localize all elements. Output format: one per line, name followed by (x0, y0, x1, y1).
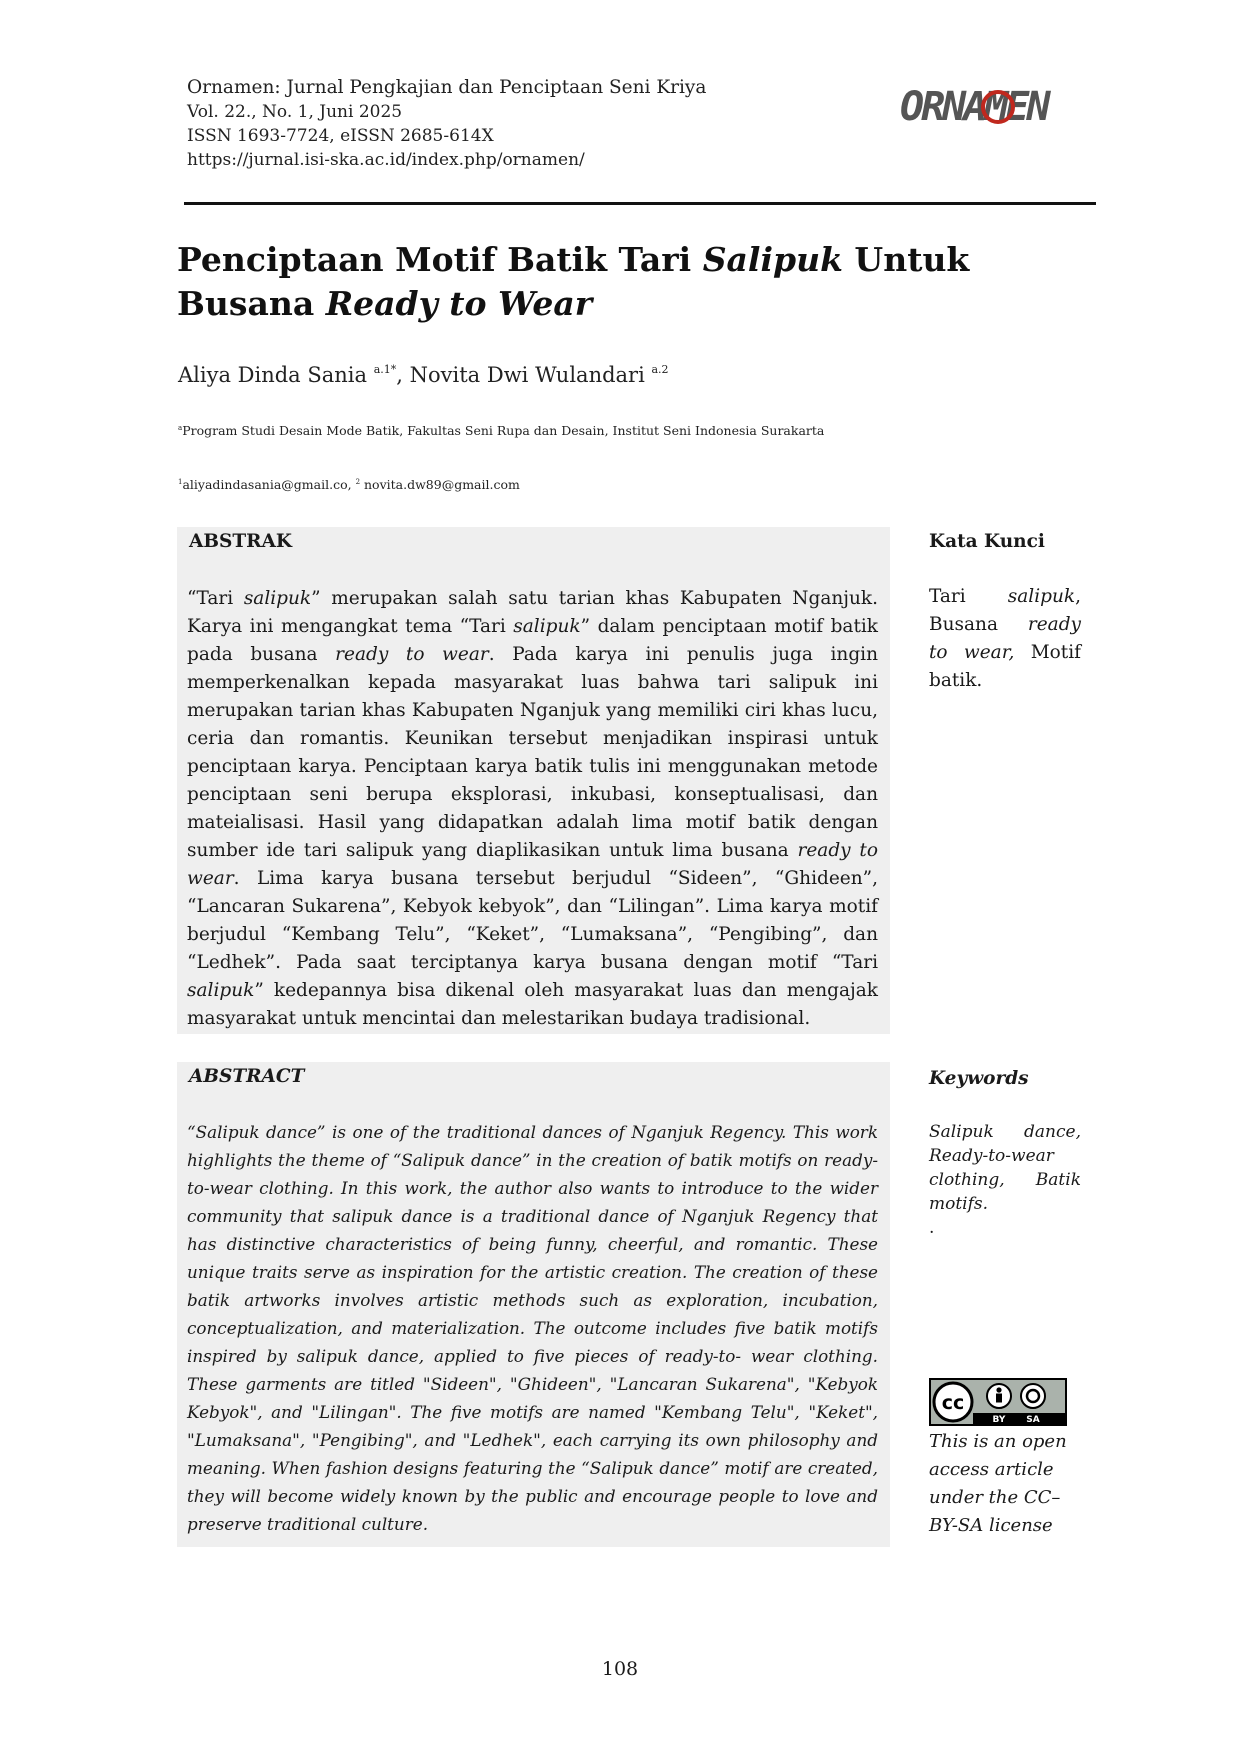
abstrak-italic: salipuk (187, 980, 255, 1001)
email-sup: 1 (178, 478, 183, 486)
author-sup: a.1* (373, 363, 397, 376)
kk-span: , Busana (929, 586, 1081, 635)
abstrak-span: . Pada karya ini penulis juga ingin memperkenalkan kepada masyarakat luas bahwa tari salipuk ini merupakan tarian khas Kabupaten Nganjuk yang memiliki ciri khas lucu, ceria dan romantis. Keunikan tersebut menjadikan inspirasi untuk penciptaan karya. Penciptaan karya batik tulis ini menggunakan metode penciptaan seni berupa eksplorasi, inkubasi, konseptualisasi, dan mateialisasi. Hasil yang didapatkan adalah lima motif batik dengan sumber ide tari salipuk yang diaplikasikan untuk lima busana (187, 644, 878, 861)
page-number: 108 (601, 1658, 639, 1680)
journal-issn: ISSN 1693-7724, eISSN 2685-614X (187, 126, 494, 146)
abstrak-panel (177, 527, 890, 1034)
abstrak-span: . Lima karya busana tersebut berjudul “Sideen”, “Ghideen”, “Lancaran Sukarena”, Kebyok kebyok”, dan “Lilingan”. Lima karya motif berjudul “Kembang Telu”, “Keket”, “Lumaksana”, “Pengibing”, dan “Ledhek”. Pada saat terciptanya karya busana dengan motif “Tari (187, 868, 878, 973)
abstrak-italic: salipuk (243, 588, 312, 609)
kata-kunci-heading: Kata Kunci (929, 531, 1045, 552)
sa-label: SA (1026, 1415, 1040, 1425)
ornamen-logo (898, 82, 1098, 132)
logo-wordmark: ORNAMEN (900, 84, 1048, 130)
email-link[interactable]: novita.dw89@gmail.com (360, 477, 520, 492)
article-title (177, 238, 1107, 326)
abstrak-italic: ready to wear (335, 644, 489, 665)
author-name: Aliya Dinda Sania (178, 363, 374, 387)
title-italic-salipuk: Salipuk (702, 240, 843, 279)
kk-italic: salipuk (1007, 586, 1076, 607)
abstract-heading: ABSTRACT (189, 1066, 305, 1087)
authors-line (178, 363, 669, 387)
journal-url[interactable]: https://jurnal.isi-ska.ac.id/index.php/ornamen/ (187, 150, 585, 170)
kk-span: Motif batik. (929, 642, 1081, 691)
email-link[interactable]: aliyadindasania@gmail.co, (182, 477, 356, 492)
journal-name: Ornamen: Jurnal Pengkajian dan Penciptaan Seni Kriya (187, 77, 707, 98)
author-emails (178, 477, 520, 492)
by-person-body (996, 1394, 1002, 1403)
author-sup: a.2 (651, 363, 669, 376)
abstrak-italic: ready to wear (187, 840, 878, 889)
affiliation (178, 423, 824, 438)
abstrak-span: ” kedepannya bisa dikenal oleh masyarakat luas dan mengajak masyarakat untuk mencintai dan melestarikan budaya tradisional. (187, 980, 878, 1029)
author-separator: , (396, 363, 410, 387)
kk-span: Tari (929, 586, 1008, 607)
by-person-head (996, 1387, 1001, 1392)
by-label: BY (992, 1415, 1006, 1425)
title-italic-ready-to-wear: Ready to Wear (325, 284, 593, 323)
abstract-text: “Salipuk dance” is one of the traditional dances of Nganjuk Regency. This work highlights the theme of “Salipuk dance” in the creation of batik motifs on ready-to-wear clothing. In this work, the author also wants to introduce to the wider community that salipuk dance is a traditional dance of Nganjuk Regency that has distinctive characteristics of being funny, cheerful, and romantic. These unique traits serve as inspiration for the artistic creation. The creation of these batik artworks involves artistic methods such as exploration, incubation, conceptualization, and materialization. The outcome includes five batik motifs inspired by salipuk dance, applied to five pieces of ready-to- wear clothing. These garments are titled "Sideen", "Ghideen", "Lancaran Sukarena", "Kebyok Kebyok", and "Lilingan". The five motifs are named "Kembang Telu", "Keket", "Lumaksana", "Pengibing", and "Ledhek", each carrying its own philosophy and meaning. When fashion designs featuring the “Salipuk dance” motif are created, they will become widely known by the public and encourage people to love and preserve traditional culture. (187, 1122, 878, 1534)
keywords-trailing-dot: . (929, 1218, 935, 1238)
badge-strip (973, 1413, 1065, 1424)
abstract-panel (177, 1062, 890, 1547)
author-name: Novita Dwi Wulandari (409, 363, 652, 387)
abstrak-span: ” merupakan salah satu tarian khas Kabupaten Nganjuk. Karya ini mengangkat tema “Tari (187, 588, 879, 637)
title-text: Penciptaan Motif Batik Tari (177, 240, 703, 279)
abstrak-italic: salipuk (513, 616, 581, 637)
cc-icon-label: cc (941, 1392, 965, 1414)
license-text: This is an open access article under the CC–BY-SA license (929, 1431, 1067, 1536)
affiliation-text: Program Studi Desain Mode Batik, Fakultas Seni Rupa dan Desain, Institut Seni Indonesia Surakarta (182, 423, 825, 438)
journal-volume: Vol. 22., No. 1, Juni 2025 (187, 102, 403, 122)
journal-header (187, 76, 887, 172)
sa-share-icon (1021, 1384, 1045, 1408)
kata-kunci-text (929, 583, 1081, 695)
email-sup: 2 (355, 478, 361, 486)
header-rule (184, 202, 1096, 205)
affiliation-sup: a (178, 424, 183, 432)
abstrak-text (187, 585, 878, 1033)
keywords-heading: Keywords (929, 1068, 1029, 1089)
abstrak-span: “Tari (187, 588, 244, 609)
keywords-text: Salipuk dance, Ready-to-wear clothing, Batik motifs. (929, 1122, 1081, 1214)
kk-italic: ready to wear, (929, 614, 1081, 663)
abstrak-span: ” dalam penciptaan motif batik pada busana (187, 616, 879, 665)
title-text: Untuk Busana (177, 240, 970, 323)
cc-by-sa-badge[interactable] (929, 1378, 1067, 1426)
abstrak-heading: ABSTRAK (189, 531, 292, 552)
